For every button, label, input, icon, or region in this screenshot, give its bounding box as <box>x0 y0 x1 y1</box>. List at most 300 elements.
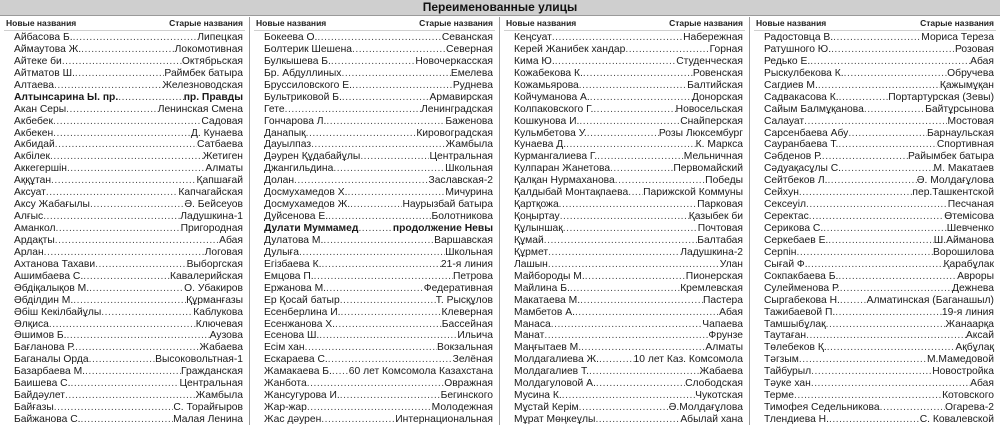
new-street-name: Ашимбаева С. <box>14 270 84 282</box>
dot-leader <box>811 378 970 390</box>
street-row <box>754 187 996 199</box>
dot-leader <box>583 68 693 80</box>
street-row <box>504 283 745 295</box>
old-street-name: Жамбыла <box>445 139 493 151</box>
street-row <box>4 80 245 92</box>
old-street-name: Абая <box>970 378 994 390</box>
new-street-name: Данапық <box>264 127 306 139</box>
street-row <box>254 128 495 140</box>
street-row <box>504 414 745 425</box>
dot-leader <box>794 390 942 402</box>
street-row <box>504 378 745 390</box>
old-street-name: Донорская <box>691 91 743 103</box>
dot-leader <box>544 235 697 247</box>
dot-leader <box>285 104 421 116</box>
old-street-name: Малая Ленина <box>173 414 243 425</box>
old-street-name: 19-я линия <box>941 306 994 318</box>
old-street-name: Овражная <box>444 378 493 390</box>
old-street-name: Парижской Коммуны <box>643 187 743 199</box>
street-row <box>254 163 495 175</box>
old-street-name: Центральная <box>179 378 243 390</box>
old-street-name: Барнаульская <box>927 127 994 139</box>
street-row <box>254 307 495 319</box>
street-row <box>504 271 745 283</box>
street-row <box>754 307 996 319</box>
street-row <box>754 235 996 247</box>
dot-leader <box>331 56 415 68</box>
old-street-name: Портартурская (Зевы) <box>888 91 994 103</box>
new-street-name: Тайбурыл <box>764 366 812 378</box>
dot-leader <box>610 163 673 175</box>
old-street-name: Капчагайская <box>178 187 243 199</box>
street-row <box>754 92 996 104</box>
street-row <box>4 319 245 331</box>
street-row <box>254 402 495 414</box>
dot-leader <box>563 223 698 235</box>
new-street-name: Макатаева М. <box>514 294 581 306</box>
new-street-name: Манаса <box>514 318 551 330</box>
old-street-name: Кировоградская <box>416 127 493 139</box>
old-names-header: Старые названия <box>169 18 243 28</box>
old-street-name: Октябрьская <box>181 55 243 67</box>
new-street-name: Сәбденов Р. <box>764 151 822 163</box>
dot-leader <box>544 330 708 342</box>
old-street-name: Қажымұқан <box>939 79 994 91</box>
old-street-name: Новочеркасская <box>415 55 493 67</box>
old-street-name: Алматы <box>205 163 243 175</box>
dot-leader <box>587 128 659 140</box>
old-street-name: Балтабая <box>697 234 743 246</box>
new-street-name: Айбасова Б. <box>14 32 73 43</box>
street-row <box>504 175 745 187</box>
old-street-name: Бассейная <box>441 318 493 330</box>
street-row <box>504 223 745 235</box>
street-row <box>754 44 996 56</box>
dot-leader <box>83 271 170 283</box>
street-row <box>254 378 495 390</box>
new-street-name: Алғыс <box>14 211 44 223</box>
new-street-name: Ержанова М. <box>264 282 327 294</box>
new-street-name: Койчуманова А. <box>514 91 590 103</box>
street-row <box>4 139 245 151</box>
dot-leader <box>56 223 181 235</box>
old-street-name: Выборгская <box>186 258 243 270</box>
street-row <box>504 92 745 104</box>
dot-leader <box>321 414 395 425</box>
dot-leader <box>625 44 709 56</box>
street-row <box>754 247 996 259</box>
dot-leader <box>552 32 683 44</box>
old-street-name: Кавалерийская <box>170 270 243 282</box>
dot-leader <box>311 139 446 151</box>
old-street-name: Школьная <box>445 163 493 175</box>
old-street-name: Абая <box>219 234 243 246</box>
street-row <box>754 32 996 44</box>
new-street-name: Сайым Балмұқанова <box>764 103 864 115</box>
old-street-name: Ленинская Смена <box>157 103 243 115</box>
old-street-name: Чукотская <box>695 390 743 402</box>
dot-leader <box>595 414 680 425</box>
street-row <box>254 283 495 295</box>
new-street-name: Есенберлина И. <box>264 306 341 318</box>
dot-leader <box>838 139 936 151</box>
new-street-name: Акбілек <box>14 151 51 163</box>
street-row <box>754 295 996 307</box>
dot-leader <box>806 330 966 342</box>
new-street-name: Дәурен Құдабайұлы <box>264 151 361 163</box>
street-row <box>754 390 996 402</box>
dot-leader <box>341 307 442 319</box>
old-street-name: Почтовая <box>697 223 743 234</box>
new-street-name: Мұрат Мөңкеұлы <box>514 414 596 425</box>
new-street-name: Дулати Муммамед <box>264 223 359 234</box>
old-street-name: К. Маркса <box>695 139 743 151</box>
new-street-name: Қоңыртау <box>514 211 560 223</box>
new-street-name: Молдагалиева Ж. <box>514 354 599 366</box>
dot-leader <box>307 378 444 390</box>
new-street-name: Салауат <box>764 115 805 127</box>
old-street-name: Железноводская <box>162 79 243 91</box>
street-row <box>4 283 245 295</box>
dot-leader <box>796 247 933 259</box>
new-street-name: Құмай <box>514 234 544 246</box>
street-row <box>254 92 495 104</box>
dot-leader <box>75 342 199 354</box>
new-street-name: Құрмет <box>514 246 549 258</box>
old-street-name: О. Ўбакиров <box>184 282 243 294</box>
old-street-name: Ильича <box>457 330 493 342</box>
street-row <box>4 128 245 140</box>
old-street-name: Балтийская <box>687 79 743 91</box>
old-street-name: Абая <box>970 55 994 67</box>
street-row <box>754 342 996 354</box>
dot-leader <box>838 271 957 283</box>
street-row <box>504 390 745 402</box>
new-street-name: Ескараева С. <box>264 354 328 366</box>
dot-leader <box>831 44 955 56</box>
old-street-name: Розы Люксембург <box>658 127 743 139</box>
new-street-name: Таутаған <box>764 330 807 342</box>
old-street-name: Пастера <box>702 294 743 306</box>
street-row <box>4 366 245 378</box>
dot-leader <box>570 283 680 295</box>
street-row <box>754 163 996 175</box>
new-street-name: Кима Ю. <box>514 55 555 67</box>
street-column-4 <box>750 17 1000 425</box>
street-row <box>504 116 745 128</box>
new-street-name: Ратушного Ю. <box>764 43 832 55</box>
street-row <box>754 223 996 235</box>
new-street-name: Кулпаран Жанетова <box>514 163 611 175</box>
street-row <box>254 319 495 331</box>
old-street-name: Мичурина <box>445 187 493 199</box>
new-street-name: Рыскулбекова К. <box>764 67 844 79</box>
new-street-name: Бультриковой Б. <box>264 91 342 103</box>
new-street-name: Сауранбаева Т. <box>764 139 839 151</box>
dot-leader <box>305 342 437 354</box>
new-street-name: Әбділдин М. <box>14 294 74 306</box>
dot-leader <box>44 247 205 259</box>
street-row <box>504 366 745 378</box>
new-street-name: Аймаутова Ж. <box>14 43 82 55</box>
dot-leader <box>75 68 165 80</box>
old-street-name: Набережная <box>683 32 743 43</box>
dot-leader <box>118 92 183 104</box>
dot-leader <box>66 104 158 116</box>
new-street-name: Кульмбетова У. <box>514 127 587 139</box>
dot-leader <box>314 271 453 283</box>
street-row <box>504 307 745 319</box>
new-street-name: Есенжанова Х. <box>264 318 336 330</box>
street-row <box>504 80 745 92</box>
old-street-name: Огарева-2 <box>945 402 994 414</box>
old-street-name: Сатбаева <box>197 139 243 151</box>
street-row <box>754 271 996 283</box>
street-row <box>504 163 745 175</box>
street-row <box>754 366 996 378</box>
dot-leader <box>829 414 920 425</box>
old-street-name: Мельничная <box>683 151 743 163</box>
dot-leader <box>839 92 889 104</box>
new-street-name: Досмухамедов Х. <box>264 187 348 199</box>
new-street-name: Базарбаева М. <box>14 366 86 378</box>
dot-leader <box>799 354 927 366</box>
old-street-name: Пионерская <box>685 270 743 282</box>
street-row <box>4 402 245 414</box>
new-street-name: Жамакаева Б. <box>264 366 332 378</box>
new-street-name: Садвакасова К. <box>764 91 839 103</box>
old-street-name: Өтемісова <box>944 211 994 223</box>
dot-leader <box>590 92 692 104</box>
new-street-name: Бағланова Р. <box>14 342 76 354</box>
street-row <box>504 68 745 80</box>
street-row <box>254 414 495 425</box>
old-street-name: Высоковольтная-1 <box>155 354 243 366</box>
old-street-name: Розовая <box>954 43 994 55</box>
dot-leader <box>54 80 163 92</box>
new-street-name: Сейтбеков Л. <box>764 175 828 187</box>
dot-leader <box>548 247 680 259</box>
dot-leader <box>317 32 442 44</box>
street-row <box>754 139 996 151</box>
old-street-name: Слободская <box>685 378 743 390</box>
new-street-name: Егізбаева К. <box>264 258 322 270</box>
old-street-name: Емелева <box>450 67 493 79</box>
street-row <box>254 247 495 259</box>
street-row <box>4 259 245 271</box>
new-street-name: Әлқиса <box>14 318 49 330</box>
street-row <box>504 259 745 271</box>
dot-leader <box>90 199 184 211</box>
dot-leader <box>597 151 684 163</box>
new-street-name: Арлан <box>14 246 44 258</box>
street-row <box>504 187 745 199</box>
new-street-name: Дулатова М. <box>264 234 324 246</box>
dot-leader <box>70 378 179 390</box>
street-row <box>254 199 495 211</box>
old-street-name: Каблукова <box>193 306 243 318</box>
dot-leader <box>880 402 945 414</box>
new-street-name: Әбдіқалықов М. <box>14 282 90 294</box>
dot-leader <box>85 366 181 378</box>
street-row <box>4 68 245 80</box>
dot-leader <box>566 139 696 151</box>
dot-leader <box>307 402 432 414</box>
old-street-name: Шевченко <box>946 223 994 234</box>
dot-leader <box>342 92 430 104</box>
old-street-name: Ключевая <box>195 318 243 330</box>
dot-leader <box>306 128 417 140</box>
street-row <box>754 80 996 92</box>
street-row <box>4 32 245 44</box>
new-street-name: Аккегершін <box>14 163 67 175</box>
new-street-name: Сокпакбаева Б. <box>764 270 839 282</box>
new-street-name: Болтерик Шешена <box>264 43 353 55</box>
new-street-name: Мұстай Керім <box>514 402 579 414</box>
new-street-name: Молдагуловой А. <box>514 378 596 390</box>
old-street-name: продолжение Невы <box>392 223 493 234</box>
old-street-name: Первомайский <box>673 163 743 175</box>
new-street-name: Тамшыбұлақ <box>764 318 826 330</box>
new-street-name: Құлыншақ <box>514 223 563 234</box>
dot-leader <box>833 32 921 44</box>
street-row <box>4 56 245 68</box>
old-street-name: Чапаева <box>702 318 743 330</box>
old-street-name: 21-я линия <box>440 258 493 270</box>
new-street-name: Досмухамедов Ж. <box>264 199 351 211</box>
new-street-name: Сәдуақасұлы С. <box>764 163 842 175</box>
dot-leader <box>827 342 956 354</box>
street-row <box>4 247 245 259</box>
old-street-name: Абая <box>719 306 743 318</box>
new-street-name: Акбебек <box>14 115 54 127</box>
new-street-name: Сарсенбаева Абу <box>764 127 849 139</box>
old-street-name: Баженова <box>445 115 493 127</box>
old-street-name: С. Ковалевской <box>919 414 994 425</box>
dot-leader <box>341 68 450 80</box>
new-street-name: Алтынсарина Ы. пр. <box>14 91 119 103</box>
new-street-name: Джангильдина <box>264 163 334 175</box>
old-street-name: Бегинского <box>440 390 493 402</box>
street-row <box>504 402 745 414</box>
old-street-name: Мостовая <box>947 115 994 127</box>
new-street-name: Жас дәурен <box>264 414 322 425</box>
new-street-name: Бокеева О. <box>264 32 318 43</box>
new-street-name: Айтматов Ш. <box>14 67 75 79</box>
new-street-name: Манат <box>514 330 545 342</box>
dot-leader <box>73 295 186 307</box>
old-street-name: 10 лет Каз. Комсомола <box>633 354 743 366</box>
new-street-name: Бр. Абдуллиных <box>264 67 342 79</box>
new-street-name: Редько Е. <box>764 55 811 67</box>
street-row <box>4 414 245 425</box>
old-street-name: Улан <box>719 258 743 270</box>
old-street-name: Жабаева <box>699 366 743 378</box>
old-names-header: Старые названия <box>920 18 994 28</box>
old-street-name: Райымбек батыра <box>908 151 994 163</box>
dot-leader <box>823 223 946 235</box>
dot-leader <box>326 283 424 295</box>
dot-leader <box>562 390 695 402</box>
dot-leader <box>360 151 429 163</box>
new-names-header: Новые названия <box>256 18 327 28</box>
new-street-name: Лашын <box>514 258 548 270</box>
new-street-name: Аксу Жабағылы <box>14 199 90 211</box>
street-row <box>254 235 495 247</box>
old-street-name: Жабаева <box>199 342 243 354</box>
old-street-name: Гражданская <box>181 366 243 378</box>
new-street-name: Ер Қосай батыр <box>264 294 340 306</box>
street-row <box>504 104 745 116</box>
street-row <box>504 151 745 163</box>
street-row <box>504 32 745 44</box>
old-street-name: пр. Правды <box>183 91 243 103</box>
street-row <box>504 211 745 223</box>
old-street-name: Варшавская <box>434 234 493 246</box>
new-street-name: Жансугурова И. <box>264 390 340 402</box>
dot-leader <box>319 330 457 342</box>
street-row <box>4 235 245 247</box>
dot-leader <box>809 211 945 223</box>
street-row <box>254 354 495 366</box>
new-street-name: Тәуке хан <box>764 378 811 390</box>
old-street-name: Наурызбай батыра <box>402 199 493 211</box>
old-street-name: Петрова <box>452 270 493 282</box>
old-street-name: Дежнева <box>952 282 994 294</box>
old-street-name: Новостройка <box>932 366 994 378</box>
street-row <box>754 354 996 366</box>
old-street-name: Алматинская (Баганашыл) <box>866 294 994 306</box>
new-street-name: Кожамьярова <box>514 79 579 91</box>
column-header <box>754 17 996 31</box>
new-street-name: Сулейменова Р. <box>764 282 840 294</box>
dot-leader <box>43 211 180 223</box>
old-street-name: Новосельская <box>675 103 743 115</box>
dot-leader <box>827 175 916 187</box>
street-row <box>254 366 495 378</box>
new-street-name: Қалқан Нурмаханова <box>514 175 615 187</box>
dot-leader <box>333 163 445 175</box>
street-row <box>754 378 996 390</box>
dot-leader <box>347 187 445 199</box>
dot-leader <box>328 211 431 223</box>
old-street-name: Горная <box>709 43 743 55</box>
new-street-name: Мамбетов А. <box>514 306 575 318</box>
old-street-name: Локомотивная <box>174 43 243 55</box>
dot-leader <box>555 56 677 68</box>
new-names-header: Новые названия <box>756 18 827 28</box>
new-street-name: Жар-жар <box>264 402 307 414</box>
old-street-name: Қазыбек би <box>688 211 743 223</box>
street-row <box>254 211 495 223</box>
dot-leader <box>806 199 948 211</box>
new-street-name: Әшимов Б. <box>14 330 67 342</box>
new-street-name: Сыргабекова Н. <box>764 294 840 306</box>
old-street-name: Победы <box>705 175 743 187</box>
new-street-name: Сейхун <box>764 187 799 199</box>
new-street-name: Маңғытаев М. <box>514 342 582 354</box>
dot-leader <box>67 330 210 342</box>
dot-leader <box>335 319 442 331</box>
new-street-name: Сығай Ф. <box>764 258 808 270</box>
new-street-name: Мусина К. <box>514 390 562 402</box>
street-row <box>254 390 495 402</box>
street-row <box>254 295 495 307</box>
dot-leader <box>575 307 719 319</box>
dot-leader <box>585 271 686 283</box>
street-row <box>4 151 245 163</box>
street-row <box>754 128 996 140</box>
